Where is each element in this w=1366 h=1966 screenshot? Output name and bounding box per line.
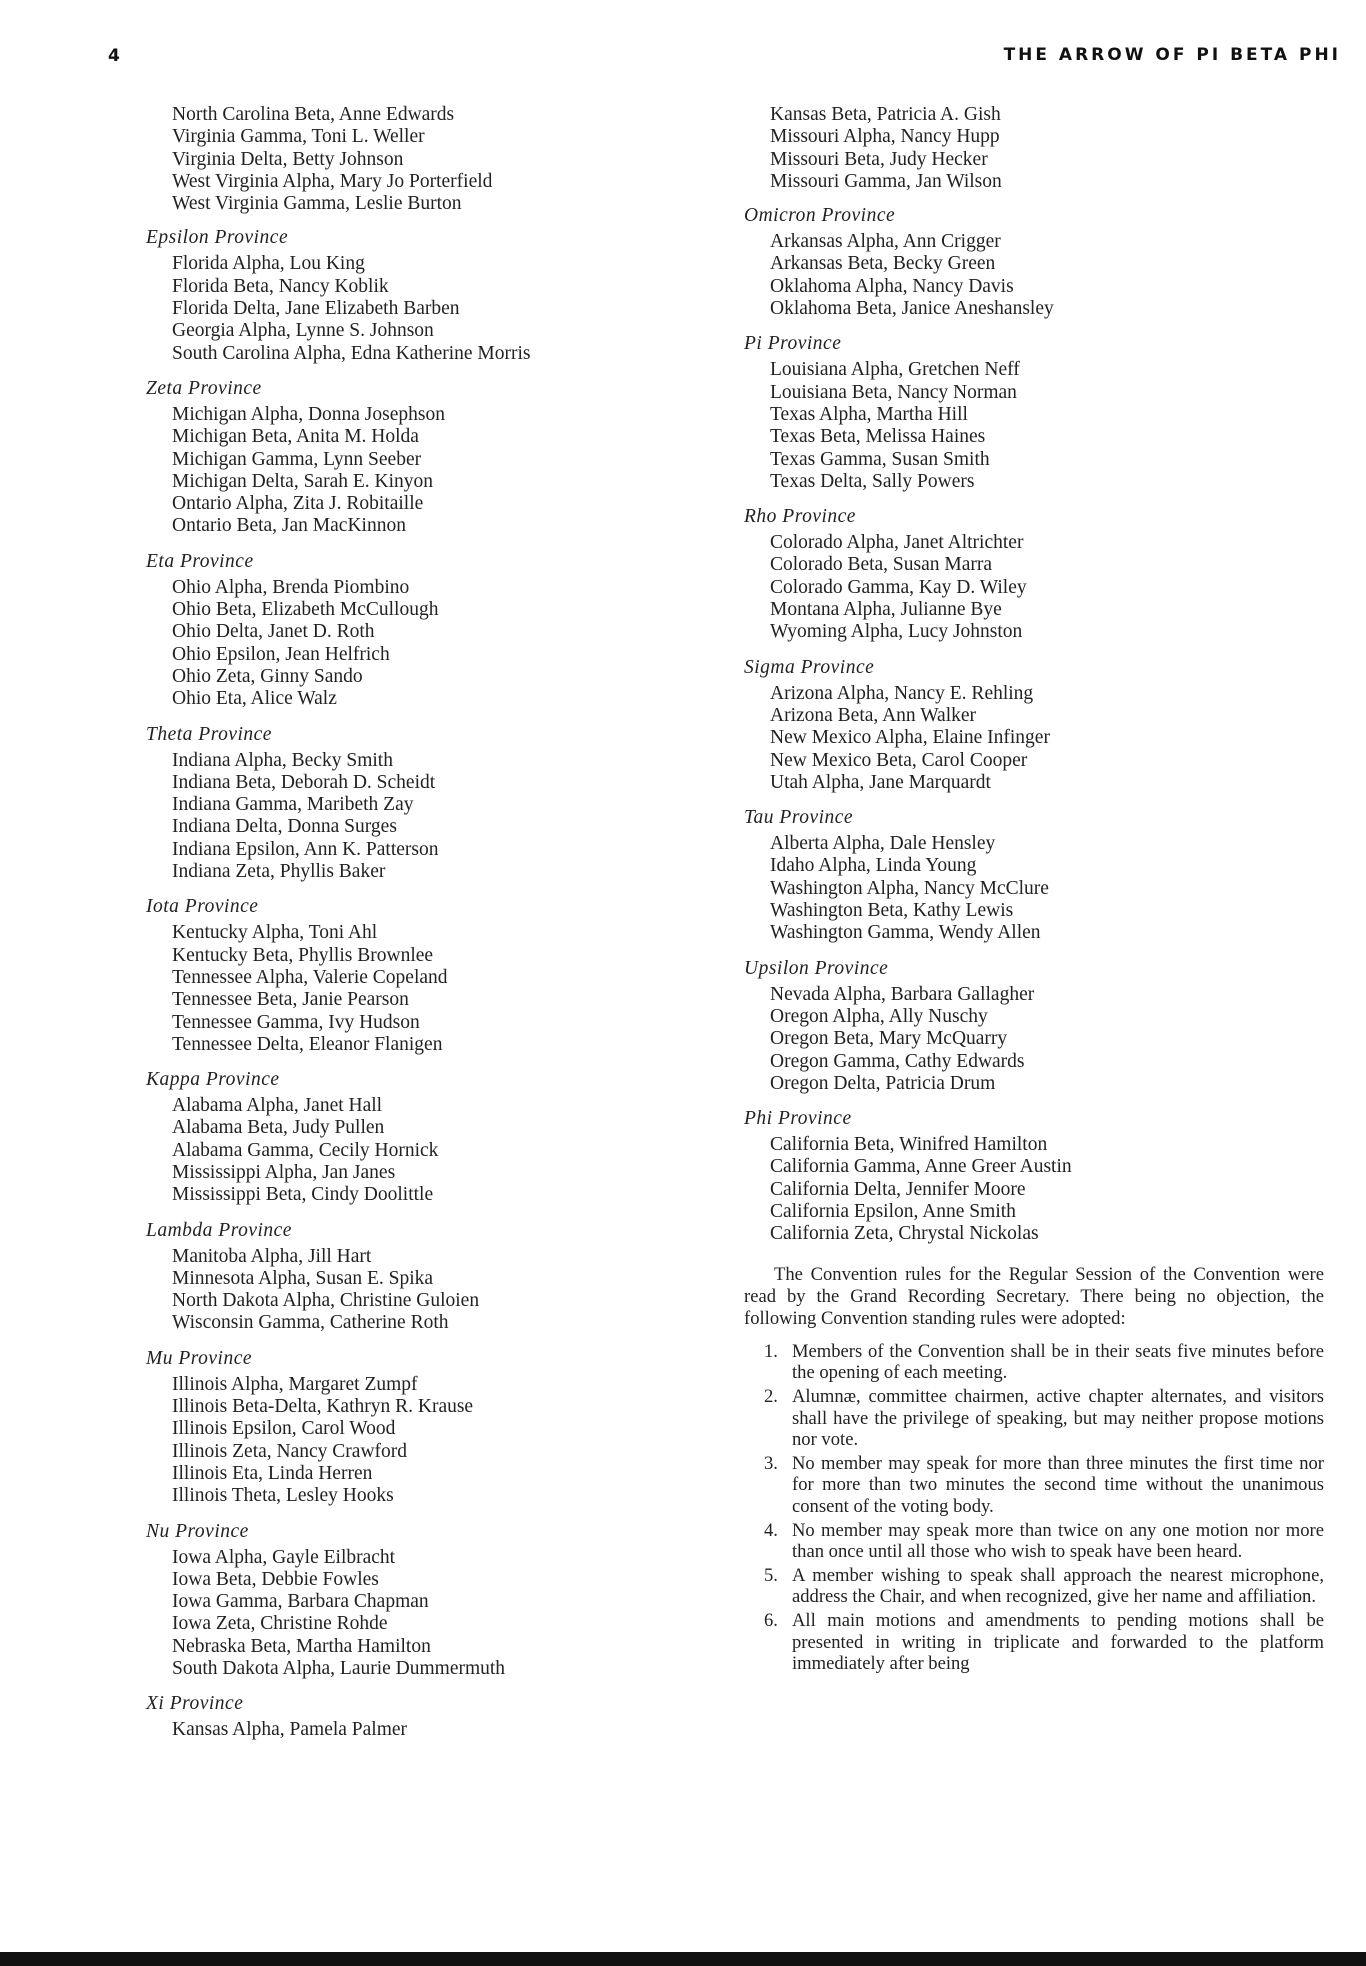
province-title: Iota Province xyxy=(146,896,259,918)
chapter-entry: Indiana Gamma, Maribeth Zay xyxy=(172,794,414,816)
chapter-entry: Virginia Delta, Betty Johnson xyxy=(172,148,404,170)
chapter-entry: New Mexico Beta, Carol Cooper xyxy=(770,749,1028,771)
bottom-border xyxy=(0,1952,1366,1966)
chapter-entry: Louisiana Beta, Nancy Norman xyxy=(770,381,1017,403)
province-section xyxy=(146,227,636,364)
chapter-entry: Washington Alpha, Nancy McClure xyxy=(770,877,1049,899)
chapter-entry: Texas Delta, Sally Powers xyxy=(770,470,975,492)
rule-text: No member may speak for more than three minutes the first time nor for more than two minutes the second time without the unanimous consent of the voting body. xyxy=(792,1452,1324,1517)
chapter-entry: West Virginia Alpha, Mary Jo Porterfield xyxy=(172,170,493,192)
rules-list xyxy=(744,1341,1324,1675)
chapter-entry: Tennessee Beta, Janie Pearson xyxy=(172,989,409,1011)
chapter-entry: Iowa Gamma, Barbara Chapman xyxy=(172,1591,429,1613)
chapter-entry: Oregon Delta, Patricia Drum xyxy=(770,1072,996,1094)
chapter-entry: Kentucky Alpha, Toni Ahl xyxy=(172,922,378,944)
chapter-entry: Arizona Alpha, Nancy E. Rehling xyxy=(770,682,1034,704)
chapter-list xyxy=(172,404,636,538)
chapter-entry: Arkansas Alpha, Ann Crigger xyxy=(770,231,1001,253)
right-column xyxy=(744,104,1324,1677)
chapter-entry: Tennessee Alpha, Valerie Copeland xyxy=(172,966,448,988)
rule-text: A member wishing to speak shall approach the nearest microphone, address the Chair, and when recognized, give her name and affiliation. xyxy=(792,1564,1324,1608)
chapter-entry: Colorado Gamma, Kay D. Wiley xyxy=(770,576,1027,598)
rule-item xyxy=(744,1386,1324,1451)
chapter-entry: California Zeta, Chrystal Nickolas xyxy=(770,1223,1039,1245)
province-section xyxy=(146,1220,636,1335)
chapter-entry: Illinois Alpha, Margaret Zumpf xyxy=(172,1373,418,1395)
chapter-entry: Michigan Delta, Sarah E. Kinyon xyxy=(172,470,434,492)
chapter-list xyxy=(770,104,1324,193)
chapter-entry: Colorado Alpha, Janet Altrichter xyxy=(770,532,1024,554)
chapter-entry: Alberta Alpha, Dale Hensley xyxy=(770,833,996,855)
province-section xyxy=(744,1108,1324,1245)
chapter-entry: Utah Alpha, Jane Marquardt xyxy=(770,771,991,793)
chapter-entry: Ohio Delta, Janet D. Roth xyxy=(172,621,375,643)
chapter-entry: Ohio Epsilon, Jean Helfrich xyxy=(172,643,390,665)
province-title: Mu Province xyxy=(146,1347,253,1369)
rule-item xyxy=(744,1453,1324,1518)
rule-item xyxy=(744,1610,1324,1675)
chapter-entry: Virginia Gamma, Toni L. Weller xyxy=(172,126,425,148)
province-title: Sigma Province xyxy=(744,656,875,678)
chapter-entry: Manitoba Alpha, Jill Hart xyxy=(172,1245,372,1267)
chapter-entry: Missouri Beta, Judy Hecker xyxy=(770,148,988,170)
chapter-entry: Illinois Epsilon, Carol Wood xyxy=(172,1418,396,1440)
rule-text: Alumnæ, committee chairmen, active chapter alternates, and visitors shall have the privilege of speaking, but may neither propose motions nor vote. xyxy=(792,1385,1324,1451)
province-title: Rho Province xyxy=(744,506,856,528)
province-section xyxy=(744,205,1324,320)
chapter-list xyxy=(172,1547,636,1681)
chapter-entry: Ontario Alpha, Zita J. Robitaille xyxy=(172,493,424,515)
chapter-entry: Arizona Beta, Ann Walker xyxy=(770,704,977,726)
chapter-entry: Tennessee Gamma, Ivy Hudson xyxy=(172,1011,420,1033)
province-section xyxy=(744,333,1324,493)
rule-item xyxy=(744,1341,1324,1384)
chapter-entry: Michigan Alpha, Donna Josephson xyxy=(172,403,445,425)
chapter-entry: Florida Delta, Jane Elizabeth Barben xyxy=(172,298,460,320)
chapter-entry: Oregon Alpha, Ally Nuschy xyxy=(770,1005,988,1027)
chapter-entry: Illinois Eta, Linda Herren xyxy=(172,1462,373,1484)
province-title: Zeta Province xyxy=(146,377,262,399)
chapter-entry: Indiana Delta, Donna Surges xyxy=(172,816,397,838)
province-title: Nu Province xyxy=(146,1520,249,1542)
chapter-entry: Illinois Beta-Delta, Kathryn R. Krause xyxy=(172,1396,474,1418)
chapter-list xyxy=(770,532,1324,643)
chapter-list xyxy=(172,1246,636,1335)
chapter-entry: Nebraska Beta, Martha Hamilton xyxy=(172,1635,431,1657)
province-section xyxy=(744,506,1324,643)
chapter-entry: Colorado Beta, Susan Marra xyxy=(770,554,993,576)
chapter-entry: Ohio Zeta, Ginny Sando xyxy=(172,665,363,687)
chapter-entry: Illinois Zeta, Nancy Crawford xyxy=(172,1440,408,1462)
chapter-entry: Montana Alpha, Julianne Bye xyxy=(770,599,1002,621)
province-section xyxy=(146,896,636,1056)
chapter-list xyxy=(172,922,636,1056)
left-column xyxy=(146,104,636,1755)
province-section xyxy=(744,657,1324,794)
province-title: Omicron Province xyxy=(744,205,896,227)
rule-text: All main motions and amendments to pending motions shall be presented in writing in triplicate and forwarded to the platform immediately after being xyxy=(792,1609,1324,1675)
chapter-entry: South Dakota Alpha, Laurie Dummermuth xyxy=(172,1658,506,1680)
chapter-entry: Tennessee Delta, Eleanor Flanigen xyxy=(172,1033,443,1055)
province-title: Kappa Province xyxy=(146,1069,280,1091)
chapter-list xyxy=(770,1134,1324,1245)
chapter-entry: Florida Beta, Nancy Koblik xyxy=(172,275,389,297)
province-title: Lambda Province xyxy=(146,1219,292,1241)
chapter-entry: Oklahoma Beta, Janice Aneshansley xyxy=(770,298,1054,320)
chapter-entry: Nevada Alpha, Barbara Gallagher xyxy=(770,983,1035,1005)
chapter-list xyxy=(770,984,1324,1095)
rule-number: 6. xyxy=(764,1609,778,1631)
province-section xyxy=(744,958,1324,1095)
chapter-entry: South Carolina Alpha, Edna Katherine Morris xyxy=(172,342,531,364)
chapter-entry: Missouri Gamma, Jan Wilson xyxy=(770,170,1002,192)
chapter-entry: California Delta, Jennifer Moore xyxy=(770,1178,1026,1200)
province-title: Phi Province xyxy=(744,1108,852,1130)
chapter-entry: Michigan Gamma, Lynn Seeber xyxy=(172,448,422,470)
chapter-entry: Washington Beta, Kathy Lewis xyxy=(770,900,1014,922)
running-head: THE ARROW OF PI BETA PHI xyxy=(1003,45,1341,65)
province-section xyxy=(146,724,636,884)
chapter-entry: Kansas Beta, Patricia A. Gish xyxy=(770,104,1001,125)
chapter-list xyxy=(770,359,1324,493)
chapter-entry: Michigan Beta, Anita M. Holda xyxy=(172,426,419,448)
chapter-entry: Missouri Alpha, Nancy Hupp xyxy=(770,126,1000,148)
chapter-entry: California Beta, Winifred Hamilton xyxy=(770,1134,1048,1156)
chapter-list xyxy=(172,1095,636,1206)
chapter-entry: Iowa Zeta, Christine Rohde xyxy=(172,1613,388,1635)
chapter-list xyxy=(172,1374,636,1508)
province-section xyxy=(146,378,636,538)
chapter-entry: Kansas Alpha, Pamela Palmer xyxy=(172,1719,408,1741)
chapter-entry: Oregon Beta, Mary McQuarry xyxy=(770,1028,1008,1050)
chapter-entry: New Mexico Alpha, Elaine Infinger xyxy=(770,727,1050,749)
province-section xyxy=(744,807,1324,944)
province-title: Pi Province xyxy=(744,333,842,355)
chapter-entry: Iowa Alpha, Gayle Eilbracht xyxy=(172,1546,396,1568)
chapter-entry: Minnesota Alpha, Susan E. Spika xyxy=(172,1267,434,1289)
province-title: Theta Province xyxy=(146,723,272,745)
chapter-entry: Oregon Gamma, Cathy Edwards xyxy=(770,1050,1025,1072)
chapter-entry: North Dakota Alpha, Christine Guloien xyxy=(172,1290,480,1312)
chapter-entry: North Carolina Beta, Anne Edwards xyxy=(172,104,455,125)
chapter-entry: Ontario Beta, Jan MacKinnon xyxy=(172,515,406,537)
chapter-entry: Wisconsin Gamma, Catherine Roth xyxy=(172,1312,449,1334)
rule-number: 3. xyxy=(764,1452,778,1474)
chapter-entry: Idaho Alpha, Linda Young xyxy=(770,855,977,877)
province-section xyxy=(146,1693,636,1741)
rule-number: 5. xyxy=(764,1564,778,1586)
intro-paragraph: The Convention rules for the Regular Session of the Convention were read by the Grand Recording Secretary. There being no objection, the following Convention standing rules were adopted: xyxy=(744,1263,1324,1330)
chapter-list xyxy=(770,683,1324,794)
chapter-entry: Ohio Alpha, Brenda Piombino xyxy=(172,576,410,598)
chapter-entry: Georgia Alpha, Lynne S. Johnson xyxy=(172,320,434,342)
chapter-list xyxy=(172,750,636,884)
chapter-entry: California Gamma, Anne Greer Austin xyxy=(770,1156,1072,1178)
rule-item xyxy=(744,1565,1324,1608)
chapter-entry: Texas Alpha, Martha Hill xyxy=(770,403,968,425)
chapter-entry: Ohio Beta, Elizabeth McCullough xyxy=(172,599,439,621)
province-section xyxy=(146,1069,636,1206)
chapter-entry: Kentucky Beta, Phyllis Brownlee xyxy=(172,944,434,966)
chapter-list xyxy=(172,253,636,364)
chapter-entry: Indiana Alpha, Becky Smith xyxy=(172,749,393,771)
chapter-entry: Louisiana Alpha, Gretchen Neff xyxy=(770,359,1020,381)
province-title: Upsilon Province xyxy=(744,957,889,979)
chapter-entry: Florida Alpha, Lou King xyxy=(172,253,365,275)
chapter-list xyxy=(172,1719,636,1741)
province-section xyxy=(146,551,636,711)
chapter-entry: Alabama Beta, Judy Pullen xyxy=(172,1117,385,1139)
chapter-entry: Mississippi Beta, Cindy Doolittle xyxy=(172,1184,434,1206)
province-title: Epsilon Province xyxy=(146,227,289,249)
chapter-entry: Ohio Eta, Alice Walz xyxy=(172,688,337,710)
chapter-entry: Alabama Alpha, Janet Hall xyxy=(172,1095,383,1117)
province-section xyxy=(146,1521,636,1681)
rule-text: Members of the Convention shall be in their seats five minutes before the opening of each meeting. xyxy=(792,1340,1324,1384)
chapter-entry: Indiana Zeta, Phyllis Baker xyxy=(172,861,386,883)
chapter-entry: Washington Gamma, Wendy Allen xyxy=(770,922,1041,944)
chapter-entry: Iowa Beta, Debbie Fowles xyxy=(172,1568,379,1590)
chapter-entry: Texas Gamma, Susan Smith xyxy=(770,448,990,470)
chapter-entry: Oklahoma Alpha, Nancy Davis xyxy=(770,275,1014,297)
province-group xyxy=(146,227,636,1741)
chapter-list xyxy=(770,833,1324,944)
province-title: Tau Province xyxy=(744,807,854,829)
province-section xyxy=(146,1348,636,1508)
chapter-entry: Alabama Gamma, Cecily Hornick xyxy=(172,1139,439,1161)
rule-number: 1. xyxy=(764,1340,778,1362)
chapter-entry: West Virginia Gamma, Leslie Burton xyxy=(172,193,462,215)
chapter-list xyxy=(172,104,636,215)
rule-number: 2. xyxy=(764,1385,778,1407)
chapter-entry: Illinois Theta, Lesley Hooks xyxy=(172,1485,394,1507)
chapter-entry: Indiana Epsilon, Ann K. Patterson xyxy=(172,838,439,860)
chapter-entry: Wyoming Alpha, Lucy Johnston xyxy=(770,621,1023,643)
chapter-entry: Arkansas Beta, Becky Green xyxy=(770,253,996,275)
province-title: Xi Province xyxy=(146,1693,244,1715)
rule-number: 4. xyxy=(764,1519,778,1541)
rule-text: No member may speak more than twice on any one motion nor more than once until all those who wish to speak have been heard. xyxy=(792,1519,1324,1563)
page-number: 4 xyxy=(108,46,120,66)
chapter-entry: Indiana Beta, Deborah D. Scheidt xyxy=(172,771,436,793)
province-group xyxy=(744,205,1324,1245)
rule-item xyxy=(744,1520,1324,1563)
chapter-entry: Texas Beta, Melissa Haines xyxy=(770,426,986,448)
province-title: Eta Province xyxy=(146,550,254,572)
chapter-entry: Mississippi Alpha, Jan Janes xyxy=(172,1161,396,1183)
chapter-list xyxy=(770,231,1324,320)
chapter-entry: California Epsilon, Anne Smith xyxy=(770,1200,1016,1222)
chapter-list xyxy=(172,577,636,711)
